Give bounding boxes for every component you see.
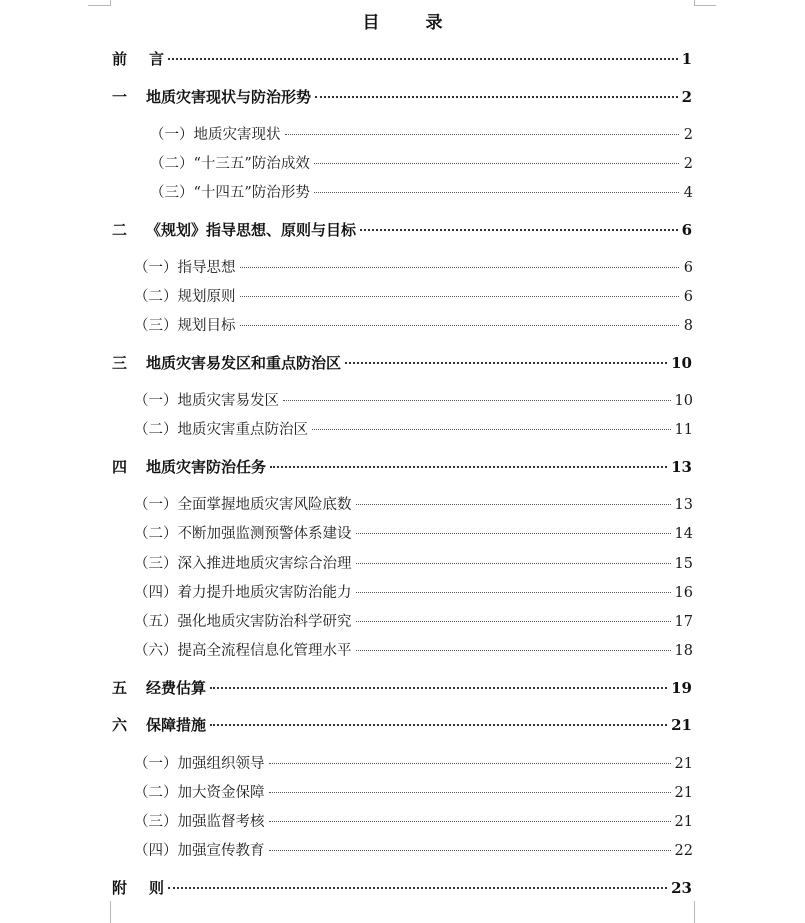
dot-leader (356, 621, 671, 622)
toc-page-number: 19 (671, 679, 692, 697)
toc-page-number: 11 (674, 422, 693, 438)
toc-page-number: 2 (681, 88, 692, 106)
toc-page-number: 8 (683, 318, 693, 334)
toc-label: 加大资金保障 (177, 785, 265, 801)
dot-leader (312, 429, 671, 430)
toc-number: 一 (112, 88, 128, 106)
toc-label: 加强宣传教育 (177, 843, 265, 859)
dot-leader (314, 163, 679, 164)
dot-leader (168, 887, 667, 889)
crop-mark-bottom-left-v (110, 901, 111, 923)
toc-chapter[interactable] (112, 48, 692, 69)
toc-section[interactable] (150, 152, 693, 173)
toc-label: 不断加强监测预警体系建设 (177, 526, 352, 542)
dot-leader (240, 325, 680, 326)
dot-leader (345, 362, 667, 364)
crop-mark-top-left-v (110, 0, 111, 6)
toc-label: 规划目标 (177, 318, 236, 334)
toc-number: 二 (112, 221, 128, 239)
toc-chapter[interactable] (112, 352, 692, 373)
dot-leader (240, 296, 680, 297)
toc-page-number: 15 (674, 556, 693, 572)
toc-page-number: 18 (674, 643, 693, 659)
toc-page-number: 16 (674, 585, 693, 601)
toc-number: （二） (134, 526, 178, 542)
toc-section[interactable] (134, 493, 693, 514)
dot-leader (269, 792, 671, 793)
toc-page-number: 21 (674, 756, 693, 772)
toc-label: 强化地质灾害防治科学研究 (177, 614, 352, 630)
toc-section[interactable] (134, 810, 693, 831)
toc-number: （六） (134, 643, 178, 659)
toc-chapter[interactable] (112, 456, 692, 477)
toc-page-number: 2 (683, 127, 693, 143)
crop-mark-top-right-h (694, 5, 716, 6)
toc-number: 附 (112, 879, 128, 897)
toc-number: （一） (134, 393, 178, 409)
toc-page-number: 21 (674, 814, 693, 830)
toc-page-number: 10 (671, 354, 692, 372)
toc-section[interactable] (134, 314, 693, 335)
toc-section[interactable] (134, 781, 693, 802)
toc-section[interactable] (134, 552, 693, 573)
toc-section[interactable] (134, 610, 693, 631)
dot-leader (269, 850, 671, 851)
toc-page-number: 17 (674, 614, 693, 630)
toc-chapter[interactable] (112, 714, 692, 735)
dot-leader (356, 533, 671, 534)
toc-label: 地质灾害易发区 (177, 393, 279, 409)
toc-number: （二） (134, 785, 178, 801)
dot-leader (356, 650, 671, 651)
toc-number: （四） (134, 843, 178, 859)
toc-number: （一） (134, 756, 178, 772)
toc-chapter[interactable] (112, 677, 692, 698)
crop-mark-top-right-v (694, 0, 695, 6)
toc-page-number: 23 (671, 879, 692, 897)
toc-number: 四 (112, 458, 128, 476)
crop-mark-top-left-h (88, 5, 110, 6)
toc-label: 提高全流程信息化管理水平 (177, 643, 352, 659)
toc-number: （二） (134, 289, 178, 305)
toc-number: （三） (134, 556, 178, 572)
toc-label: “十三五”防治成效 (193, 156, 310, 172)
dot-leader (285, 134, 680, 135)
toc-number: （二） (150, 156, 194, 172)
toc-page-number: 21 (674, 785, 693, 801)
toc-page-number: 6 (683, 260, 693, 276)
toc-page-number: 13 (674, 497, 693, 513)
dot-leader (269, 763, 671, 764)
toc-number: 前 (112, 50, 128, 68)
toc-number: （四） (134, 585, 178, 601)
dot-leader (168, 58, 678, 60)
toc-section[interactable] (150, 123, 693, 144)
dot-leader (210, 724, 667, 726)
toc-section[interactable] (134, 639, 693, 660)
toc-number: （五） (134, 614, 178, 630)
toc-label: 深入推进地质灾害综合治理 (177, 556, 352, 572)
toc-page-number: 6 (681, 221, 692, 239)
toc-label: 指导思想 (177, 260, 236, 276)
toc-label: 加强组织领导 (177, 756, 265, 772)
toc-page-number: 13 (671, 458, 692, 476)
toc-label: 则 (149, 879, 165, 897)
toc-page-number: 22 (674, 843, 693, 859)
toc-label: 规划原则 (177, 289, 236, 305)
toc-section[interactable] (134, 256, 693, 277)
toc-number: （一） (134, 260, 178, 276)
toc-section[interactable] (134, 285, 693, 306)
dot-leader (360, 229, 678, 231)
toc-chapter[interactable] (112, 877, 692, 898)
toc-number: （三） (150, 185, 194, 201)
toc-label: 《规划》指导思想、原则与目标 (146, 221, 357, 239)
toc-page-number: 6 (683, 289, 693, 305)
dot-leader (356, 563, 671, 564)
toc-label: 着力提升地质灾害防治能力 (177, 585, 352, 601)
toc-section[interactable] (134, 418, 693, 439)
dot-leader (356, 592, 671, 593)
toc-number: （二） (134, 422, 178, 438)
toc-page-number: 4 (683, 185, 693, 201)
dot-leader (210, 687, 667, 689)
toc-number: （一） (134, 497, 178, 513)
toc-chapter[interactable] (112, 86, 692, 107)
toc-label: “十四五”防治形势 (193, 185, 310, 201)
toc-page-number: 10 (674, 393, 693, 409)
toc-page-number: 21 (671, 716, 692, 734)
toc-label: 全面掌握地质灾害风险底数 (177, 497, 352, 513)
toc-number: 六 (112, 716, 128, 734)
toc-number: 五 (112, 679, 128, 697)
toc-section[interactable] (134, 389, 693, 410)
dot-leader (314, 192, 679, 193)
toc-number: （三） (134, 318, 178, 334)
toc-number: （三） (134, 814, 178, 830)
toc-label: 地质灾害防治任务 (146, 458, 267, 476)
toc-chapter[interactable] (112, 219, 692, 240)
toc-number: （一） (150, 127, 194, 143)
dot-leader (283, 400, 671, 401)
dot-leader (315, 96, 678, 98)
dot-leader (269, 821, 671, 822)
toc-title: 目 录 (362, 13, 463, 33)
toc-label: 地质灾害重点防治区 (177, 422, 308, 438)
toc-label: 加强监督考核 (177, 814, 265, 830)
crop-mark-bottom-right-v (694, 901, 695, 923)
toc-page-number: 1 (681, 50, 692, 68)
toc-label: 地质灾害现状与防治形势 (146, 88, 312, 106)
toc-section[interactable] (134, 522, 693, 543)
dot-leader (356, 504, 671, 505)
dot-leader (240, 267, 680, 268)
toc-label: 地质灾害现状 (193, 127, 281, 143)
toc-section[interactable] (134, 839, 693, 860)
dot-leader (270, 466, 667, 468)
toc-page-number: 2 (683, 156, 693, 172)
toc-page-number: 14 (674, 526, 693, 542)
toc-label: 保障措施 (146, 716, 207, 734)
toc-label: 地质灾害易发区和重点防治区 (146, 354, 342, 372)
toc-section[interactable] (134, 752, 693, 773)
toc-label: 经费估算 (146, 679, 207, 697)
toc-label: 言 (149, 50, 165, 68)
toc-number: 三 (112, 354, 128, 372)
toc-section[interactable] (150, 181, 693, 202)
toc-section[interactable] (134, 581, 693, 602)
